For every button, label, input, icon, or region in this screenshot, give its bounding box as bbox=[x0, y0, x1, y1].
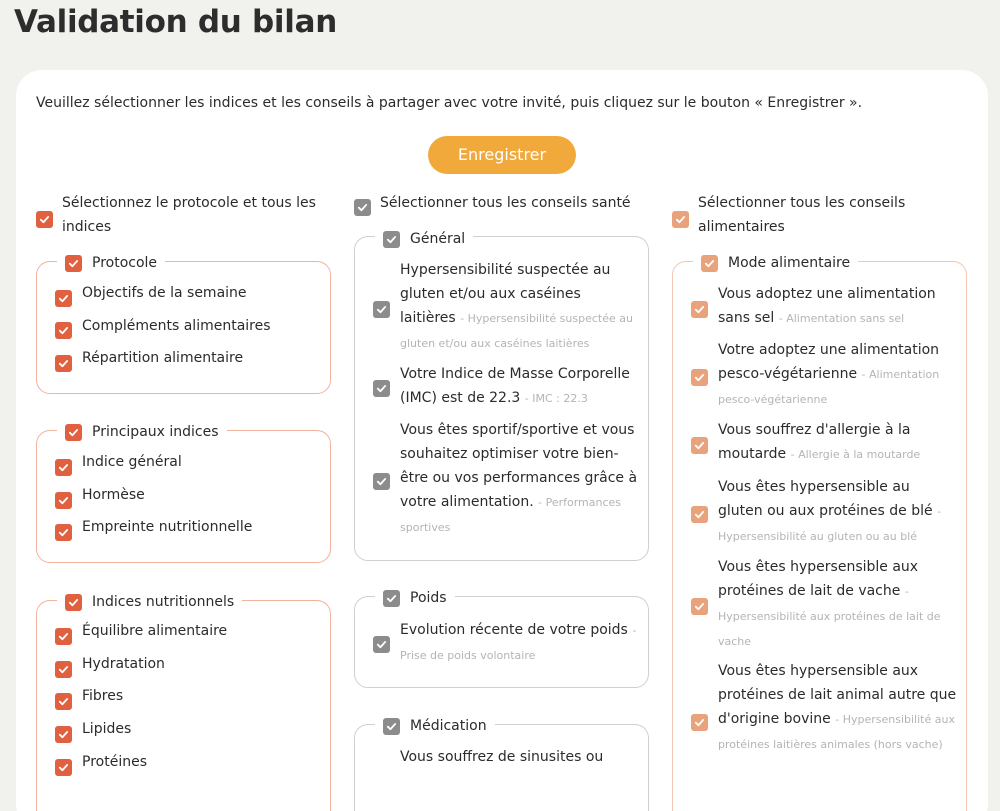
item-checkbox[interactable] bbox=[691, 714, 708, 731]
mode-alimentaire-group-title: Mode alimentaire bbox=[728, 255, 851, 271]
checkmark-icon bbox=[376, 383, 387, 394]
checkmark-icon bbox=[58, 631, 69, 642]
item-label: Vous souffrez de sinusites ou bbox=[400, 749, 604, 765]
item-label: Hydratation bbox=[82, 656, 165, 672]
item-label: Vous êtes hypersensible aux protéines de lait de vache - Hypersensibilité aux protéines de lait de vache bbox=[718, 559, 941, 648]
checkmark-icon bbox=[58, 495, 69, 506]
principaux-indices-group-checkbox[interactable] bbox=[65, 424, 82, 441]
item-label: Vous adoptez une alimentation sans sel - Alimentation sans sel bbox=[718, 286, 936, 326]
item-label: Objectifs de la semaine bbox=[82, 285, 247, 301]
item-label: Empreinte nutritionnelle bbox=[82, 519, 253, 535]
item-label: Vous êtes hypersensible au gluten ou aux protéines de blé - Hypersensibilité au gluten ou au blé bbox=[718, 479, 942, 543]
poids-group-title: Poids bbox=[410, 590, 447, 606]
medication-group-title: Médication bbox=[410, 718, 487, 734]
item-checkbox[interactable] bbox=[691, 598, 708, 615]
checkmark-icon bbox=[694, 440, 705, 451]
medication-group-checkbox[interactable] bbox=[383, 718, 400, 735]
select-all-health-checkbox[interactable] bbox=[354, 199, 371, 216]
item-label: Votre Indice de Masse Corporelle (IMC) est de 22.3 - IMC : 22.3 bbox=[400, 366, 630, 406]
checkmark-icon bbox=[58, 696, 69, 707]
general-group-title: Général bbox=[410, 231, 466, 247]
general-group-checkbox[interactable] bbox=[383, 231, 400, 248]
item-checkbox[interactable] bbox=[691, 437, 708, 454]
checkmark-icon bbox=[694, 304, 705, 315]
item-checkbox[interactable] bbox=[373, 380, 390, 397]
checkmark-icon bbox=[58, 293, 69, 304]
checkmark-icon bbox=[376, 476, 387, 487]
checkmark-icon bbox=[386, 234, 397, 245]
item-checkbox[interactable] bbox=[55, 492, 72, 509]
item-label: Votre adoptez une alimentation pesco-végétarienne - Alimentation pesco-végétarienne bbox=[718, 342, 940, 406]
indices-nutritionnels-group-title: Indices nutritionnels bbox=[92, 594, 235, 610]
checkmark-icon bbox=[58, 762, 69, 773]
checkmark-icon bbox=[694, 601, 705, 612]
item-label: Evolution récente de votre poids - Prise de poids volontaire bbox=[400, 622, 637, 662]
checkmark-icon bbox=[58, 527, 69, 538]
save-button[interactable]: Enregistrer bbox=[428, 136, 576, 174]
select-all-food-label: Sélectionner tous les conseils alimentaires bbox=[698, 195, 906, 235]
item-checkbox[interactable] bbox=[373, 473, 390, 490]
checkmark-icon bbox=[58, 664, 69, 675]
checkmark-icon bbox=[694, 509, 705, 520]
item-label: Hypersensibilité suspectée au gluten et/ou aux caséines laitières - Hypersensibilité suspectée au gluten et/ou aux caséines laitières bbox=[400, 262, 633, 350]
item-checkbox[interactable] bbox=[55, 693, 72, 710]
mode-alimentaire-group-checkbox[interactable] bbox=[701, 255, 718, 272]
item-checkbox[interactable] bbox=[691, 301, 708, 318]
item-label: Hormèse bbox=[82, 487, 145, 503]
checkmark-icon bbox=[386, 721, 397, 732]
item-checkbox[interactable] bbox=[55, 355, 72, 372]
item-label: Lipides bbox=[82, 721, 132, 737]
checkmark-icon bbox=[58, 358, 69, 369]
checkmark-icon bbox=[376, 304, 387, 315]
select-all-protocol-label: Sélectionnez le protocole et tous les indices bbox=[62, 195, 316, 235]
checkmark-icon bbox=[58, 462, 69, 473]
item-checkbox[interactable] bbox=[55, 322, 72, 339]
item-checkbox[interactable] bbox=[55, 661, 72, 678]
item-label: Vous êtes sportif/sportive et vous souhaitez optimiser votre bien-être ou vos performances grâce à votre alimentation. - Performances sportives bbox=[400, 422, 638, 534]
item-label: Vous souffrez d'allergie à la moutarde - Allergie à la moutarde bbox=[718, 422, 921, 462]
select-all-protocol-checkbox[interactable] bbox=[36, 211, 53, 228]
checkmark-icon bbox=[68, 597, 79, 608]
instructions-text: Veuillez sélectionner les indices et les conseils à partager avec votre invité, puis cliquez sur le bouton « Enregistrer ». bbox=[36, 95, 863, 111]
principaux-indices-group-title: Principaux indices bbox=[92, 424, 219, 440]
item-label: Vous êtes hypersensible aux protéines de lait animal autre que d'origine bovine - Hypersensibilité aux protéines laitières animales (hors vache) bbox=[718, 663, 957, 751]
item-checkbox[interactable] bbox=[373, 301, 390, 318]
item-checkbox[interactable] bbox=[55, 459, 72, 476]
item-checkbox[interactable] bbox=[691, 369, 708, 386]
poids-group-checkbox[interactable] bbox=[383, 590, 400, 607]
checkmark-icon bbox=[357, 202, 368, 213]
page-title: Validation du bilan bbox=[14, 4, 337, 40]
protocole-group-title: Protocole bbox=[92, 255, 158, 271]
item-checkbox[interactable] bbox=[55, 759, 72, 776]
item-checkbox[interactable] bbox=[373, 636, 390, 653]
checkmark-icon bbox=[58, 325, 69, 336]
select-all-health-label: Sélectionner tous les conseils santé bbox=[380, 195, 631, 211]
item-label: Compléments alimentaires bbox=[82, 318, 271, 334]
principaux-indices-group bbox=[36, 430, 331, 563]
checkmark-icon bbox=[386, 593, 397, 604]
checkmark-icon bbox=[704, 258, 715, 269]
checkmark-icon bbox=[675, 214, 686, 225]
select-all-food-checkbox[interactable] bbox=[672, 211, 689, 228]
checkmark-icon bbox=[68, 258, 79, 269]
item-checkbox[interactable] bbox=[55, 628, 72, 645]
item-checkbox[interactable] bbox=[55, 524, 72, 541]
item-label: Protéines bbox=[82, 754, 147, 770]
item-label: Indice général bbox=[82, 454, 182, 470]
checkmark-icon bbox=[694, 717, 705, 728]
item-label: Fibres bbox=[82, 688, 124, 704]
protocole-group-checkbox[interactable] bbox=[65, 255, 82, 272]
checkmark-icon bbox=[58, 729, 69, 740]
indices-nutritionnels-group-checkbox[interactable] bbox=[65, 594, 82, 611]
item-label: Répartition alimentaire bbox=[82, 350, 244, 366]
checkmark-icon bbox=[39, 214, 50, 225]
checkmark-icon bbox=[68, 427, 79, 438]
item-label: Équilibre alimentaire bbox=[82, 623, 228, 639]
item-checkbox[interactable] bbox=[55, 726, 72, 743]
checkmark-icon bbox=[694, 372, 705, 383]
checkmark-icon bbox=[376, 639, 387, 650]
item-checkbox[interactable] bbox=[55, 290, 72, 307]
item-checkbox[interactable] bbox=[691, 506, 708, 523]
